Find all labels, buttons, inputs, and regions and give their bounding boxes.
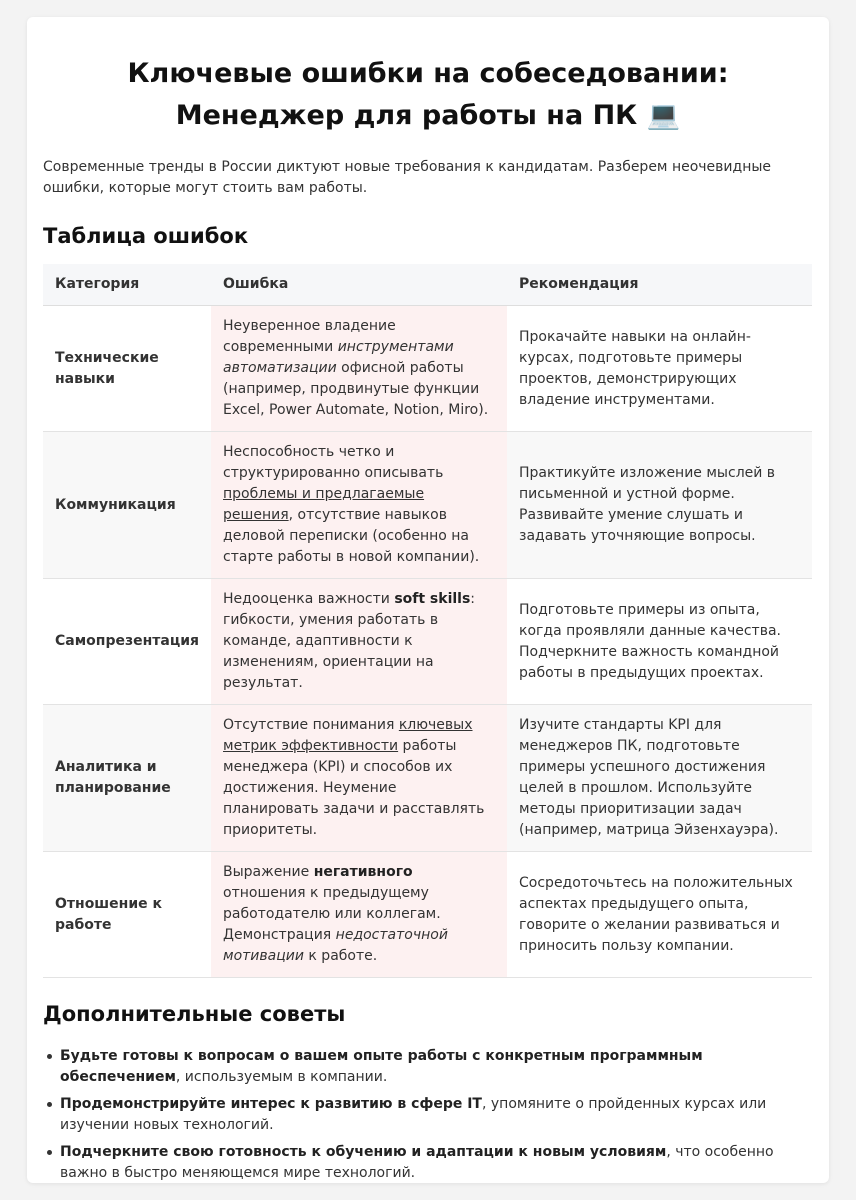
cell-category: Аналитика и планирование <box>43 705 211 852</box>
cell-recommendation: Изучите стандарты KPI для менеджеров ПК, подготовьте примеры успешного достижения целей в прошлом. Используйте методы приоритизации задач (например, матрица Эйзенхауэра). <box>507 705 812 852</box>
errors-table <box>43 264 812 978</box>
article-card <box>27 17 829 1183</box>
tip-bold: Подчеркните свою готовность к обучению и адаптации к новым условиям <box>60 1144 667 1160</box>
tip-text: , что особенно важно в быстро меняющемся мире технологий. <box>60 1144 774 1181</box>
error-text: Неуверенное владение современными <box>223 318 396 355</box>
tips-section-title: Дополнительные советы <box>43 1002 346 1026</box>
cell-category: Технические навыки <box>43 306 211 432</box>
error-emphasis: ключевых метрик эффективности <box>223 717 473 754</box>
error-emphasis: soft skills <box>394 591 471 607</box>
error-text: офисной работы (например, продвинутые функции Excel, Power Automate, Notion, Miro). <box>223 360 489 418</box>
list-item <box>60 1094 813 1136</box>
table-row <box>43 852 812 978</box>
cell-error <box>211 852 507 978</box>
table-row <box>43 705 812 852</box>
table-row <box>43 579 812 705</box>
cell-recommendation: Практикуйте изложение мыслей в письменной и устной форме. Развивайте умение слушать и задавать уточняющие вопросы. <box>507 432 812 579</box>
cell-recommendation: Прокачайте навыки на онлайн-курсах, подготовьте примеры проектов, демонстрирующих владение инструментами. <box>507 306 812 432</box>
tip-bold: Продемонстрируйте интерес к развитию в сфере IT <box>60 1096 482 1112</box>
tip-text: , упомяните о пройденных курсах или изучении новых технологий. <box>60 1096 767 1133</box>
cell-category: Отношение к работе <box>43 852 211 978</box>
table-section-title: Таблица ошибок <box>43 224 249 248</box>
intro-paragraph: Современные тренды в России диктуют новые требования к кандидатам. Разберем неочевидные ошибки, которые могут стоить вам работы. <box>43 159 772 196</box>
list-item <box>60 1142 813 1184</box>
error-text: Неспособность четко и структурированно описывать <box>223 444 444 481</box>
page-title-line-2: Менеджер для работы на ПК 💻 <box>175 100 681 131</box>
error-emphasis: проблемы и предлагаемые решения <box>223 486 425 523</box>
header-recommendation: Рекомендация <box>507 264 812 306</box>
tip-bold: Будьте готовы к вопросам о вашем опыте работы с конкретным программным обеспечением <box>60 1048 703 1085</box>
error-text: отношения к предыдущему работодателю или коллегам. Демонстрация <box>223 885 441 943</box>
cell-error <box>211 306 507 432</box>
error-text: работы менеджера (KPI) и способов их достижения. Неумение планировать задачи и расставлять приоритеты. <box>223 738 485 838</box>
error-text: Недооценка важности <box>223 591 395 607</box>
page-title-line-1: Ключевые ошибки на собеседовании: <box>127 58 729 89</box>
table-row <box>43 306 812 432</box>
cell-recommendation: Подготовьте примеры из опыта, когда проявляли данные качества. Подчеркните важность командной работы в предыдущих проектах. <box>507 579 812 705</box>
tips-list <box>43 1046 813 1184</box>
error-text: к работе. <box>303 948 378 964</box>
error-text: Отсутствие понимания <box>223 717 399 733</box>
cell-category: Самопрезентация <box>43 579 211 705</box>
error-emphasis: негативного <box>313 864 413 880</box>
error-text: Выражение <box>223 864 314 880</box>
table-row <box>43 432 812 579</box>
tip-text: , используемым в компании. <box>175 1069 388 1085</box>
cell-recommendation: Сосредоточьтесь на положительных аспектах предыдущего опыта, говорите о желании развиваться и приносить пользу компании. <box>507 852 812 978</box>
error-text: : гибкости, умения работать в команде, адаптивности к изменениям, ориентации на результат. <box>223 591 476 691</box>
error-emphasis: недостаточной мотивации <box>223 927 448 964</box>
error-text: , отсутствие навыков деловой переписки (особенно на старте работы в новой компании). <box>223 507 480 565</box>
table-header-row <box>43 264 812 306</box>
cell-error <box>211 705 507 852</box>
cell-error <box>211 579 507 705</box>
header-category: Категория <box>43 264 211 306</box>
cell-category: Коммуникация <box>43 432 211 579</box>
header-error: Ошибка <box>211 264 507 306</box>
error-emphasis: инструментами автоматизации <box>223 339 454 376</box>
cell-error <box>211 432 507 579</box>
page-title <box>43 53 813 137</box>
list-item <box>60 1046 813 1088</box>
